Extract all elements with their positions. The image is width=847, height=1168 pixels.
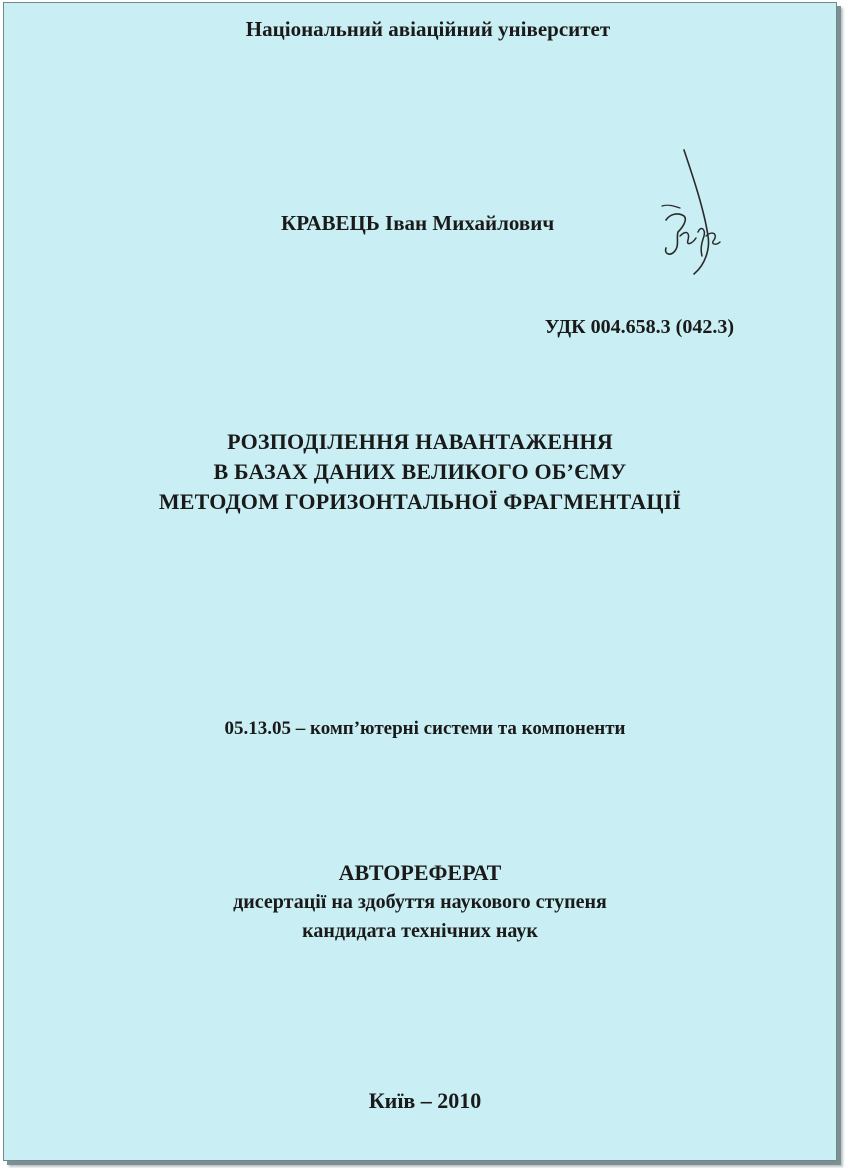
city-year: Київ – 2010 xyxy=(368,1088,482,1113)
specialty-code: 05.13.05 – комп’ютерні системи та компоненти xyxy=(224,718,626,739)
abstract-block xyxy=(4,858,836,946)
title-line: В БАЗАХ ДАНИХ ВЕЛИКОГО ОБ’ЄМУ xyxy=(213,459,627,484)
document-sheet xyxy=(3,2,837,1161)
title-line: РОЗПОДІЛЕННЯ НАВАНТАЖЕННЯ xyxy=(227,429,613,454)
signature-image xyxy=(660,148,730,276)
abstract-line: дисертації на здобуття наукового ступеня xyxy=(233,891,607,913)
abstract-heading: АВТОРЕФЕРАТ xyxy=(338,860,502,885)
udc-code: УДК 004.658.3 (042.3) xyxy=(544,316,734,338)
author-name: КРАВЕЦЬ Іван Михайлович xyxy=(281,211,555,235)
abstract-line: кандидата технічних наук xyxy=(302,920,538,942)
university-name: Національний авіаційний університет xyxy=(245,17,611,41)
title-line: МЕТОДОМ ГОРИЗОНТАЛЬНОЇ ФРАГМЕНТАЦІЇ xyxy=(158,489,682,514)
dissertation-title xyxy=(4,427,836,517)
